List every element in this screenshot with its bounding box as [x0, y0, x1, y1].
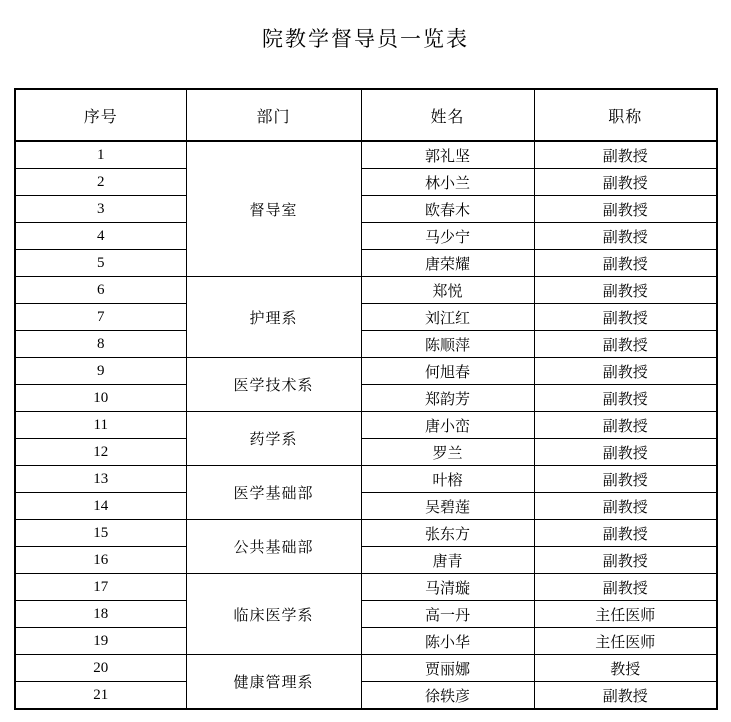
cell-title: 副教授 [534, 277, 717, 304]
cell-serial-number: 8 [15, 331, 186, 358]
table-row [15, 601, 717, 628]
cell-serial-number: 16 [15, 547, 186, 574]
table-row [15, 358, 717, 385]
cell-name: 吴碧莲 [361, 493, 534, 520]
cell-serial-number: 6 [15, 277, 186, 304]
table-row [15, 277, 717, 304]
cell-title: 副教授 [534, 169, 717, 196]
cell-serial-number: 11 [15, 412, 186, 439]
cell-serial-number: 19 [15, 628, 186, 655]
cell-title: 副教授 [534, 304, 717, 331]
cell-title: 副教授 [534, 682, 717, 710]
cell-title: 副教授 [534, 547, 717, 574]
cell-department: 公共基础部 [186, 520, 361, 574]
table-row [15, 169, 717, 196]
cell-title: 副教授 [534, 574, 717, 601]
table-row [15, 439, 717, 466]
cell-department: 医学基础部 [186, 466, 361, 520]
cell-name: 陈小华 [361, 628, 534, 655]
cell-name: 马少宁 [361, 223, 534, 250]
table-row [15, 574, 717, 601]
cell-serial-number: 1 [15, 141, 186, 169]
cell-name: 林小兰 [361, 169, 534, 196]
cell-title: 副教授 [534, 385, 717, 412]
cell-department: 药学系 [186, 412, 361, 466]
cell-title: 副教授 [534, 520, 717, 547]
table-row [15, 250, 717, 277]
cell-department: 健康管理系 [186, 655, 361, 710]
cell-title: 副教授 [534, 466, 717, 493]
column-header-serial: 序号 [15, 89, 186, 141]
cell-name: 唐小峦 [361, 412, 534, 439]
cell-name: 高一丹 [361, 601, 534, 628]
cell-title: 主任医师 [534, 601, 717, 628]
cell-serial-number: 3 [15, 196, 186, 223]
cell-title: 副教授 [534, 250, 717, 277]
cell-serial-number: 14 [15, 493, 186, 520]
column-header-name: 姓名 [361, 89, 534, 141]
table-row [15, 466, 717, 493]
table-header-row [15, 89, 717, 141]
table-row [15, 655, 717, 682]
cell-serial-number: 9 [15, 358, 186, 385]
cell-name: 叶榕 [361, 466, 534, 493]
cell-name: 何旭春 [361, 358, 534, 385]
cell-name: 唐荣耀 [361, 250, 534, 277]
cell-department: 临床医学系 [186, 574, 361, 655]
cell-title: 副教授 [534, 358, 717, 385]
table-row [15, 493, 717, 520]
table-row [15, 520, 717, 547]
cell-serial-number: 17 [15, 574, 186, 601]
cell-name: 贾丽娜 [361, 655, 534, 682]
page-title: 院教学督导员一览表 [262, 27, 469, 51]
table-row [15, 196, 717, 223]
cell-name: 欧春木 [361, 196, 534, 223]
column-header-department: 部门 [186, 89, 361, 141]
cell-department: 护理系 [186, 277, 361, 358]
cell-department: 医学技术系 [186, 358, 361, 412]
cell-title: 副教授 [534, 493, 717, 520]
cell-serial-number: 13 [15, 466, 186, 493]
cell-name: 陈顺萍 [361, 331, 534, 358]
table-body [15, 141, 717, 709]
cell-serial-number: 18 [15, 601, 186, 628]
cell-name: 刘江红 [361, 304, 534, 331]
cell-title: 副教授 [534, 223, 717, 250]
cell-serial-number: 21 [15, 682, 186, 710]
cell-name: 唐青 [361, 547, 534, 574]
cell-name: 罗兰 [361, 439, 534, 466]
cell-serial-number: 15 [15, 520, 186, 547]
cell-serial-number: 7 [15, 304, 186, 331]
cell-title: 副教授 [534, 331, 717, 358]
cell-name: 张东方 [361, 520, 534, 547]
table-row [15, 628, 717, 655]
cell-title: 主任医师 [534, 628, 717, 655]
cell-department: 督导室 [186, 141, 361, 277]
cell-title: 教授 [534, 655, 717, 682]
cell-serial-number: 2 [15, 169, 186, 196]
cell-name: 马清璇 [361, 574, 534, 601]
cell-serial-number: 20 [15, 655, 186, 682]
table-row [15, 682, 717, 710]
cell-title: 副教授 [534, 141, 717, 169]
table-row [15, 223, 717, 250]
cell-title: 副教授 [534, 439, 717, 466]
table-row [15, 141, 717, 169]
cell-name: 徐轶彦 [361, 682, 534, 710]
table-row [15, 412, 717, 439]
cell-serial-number: 4 [15, 223, 186, 250]
cell-name: 郑悦 [361, 277, 534, 304]
cell-serial-number: 10 [15, 385, 186, 412]
supervisor-table [14, 88, 718, 710]
cell-serial-number: 5 [15, 250, 186, 277]
column-header-title: 职称 [534, 89, 717, 141]
table-row [15, 547, 717, 574]
table-row [15, 304, 717, 331]
cell-name: 郑韵芳 [361, 385, 534, 412]
cell-title: 副教授 [534, 196, 717, 223]
cell-title: 副教授 [534, 412, 717, 439]
table-row [15, 385, 717, 412]
table-row [15, 331, 717, 358]
cell-serial-number: 12 [15, 439, 186, 466]
cell-name: 郭礼坚 [361, 141, 534, 169]
